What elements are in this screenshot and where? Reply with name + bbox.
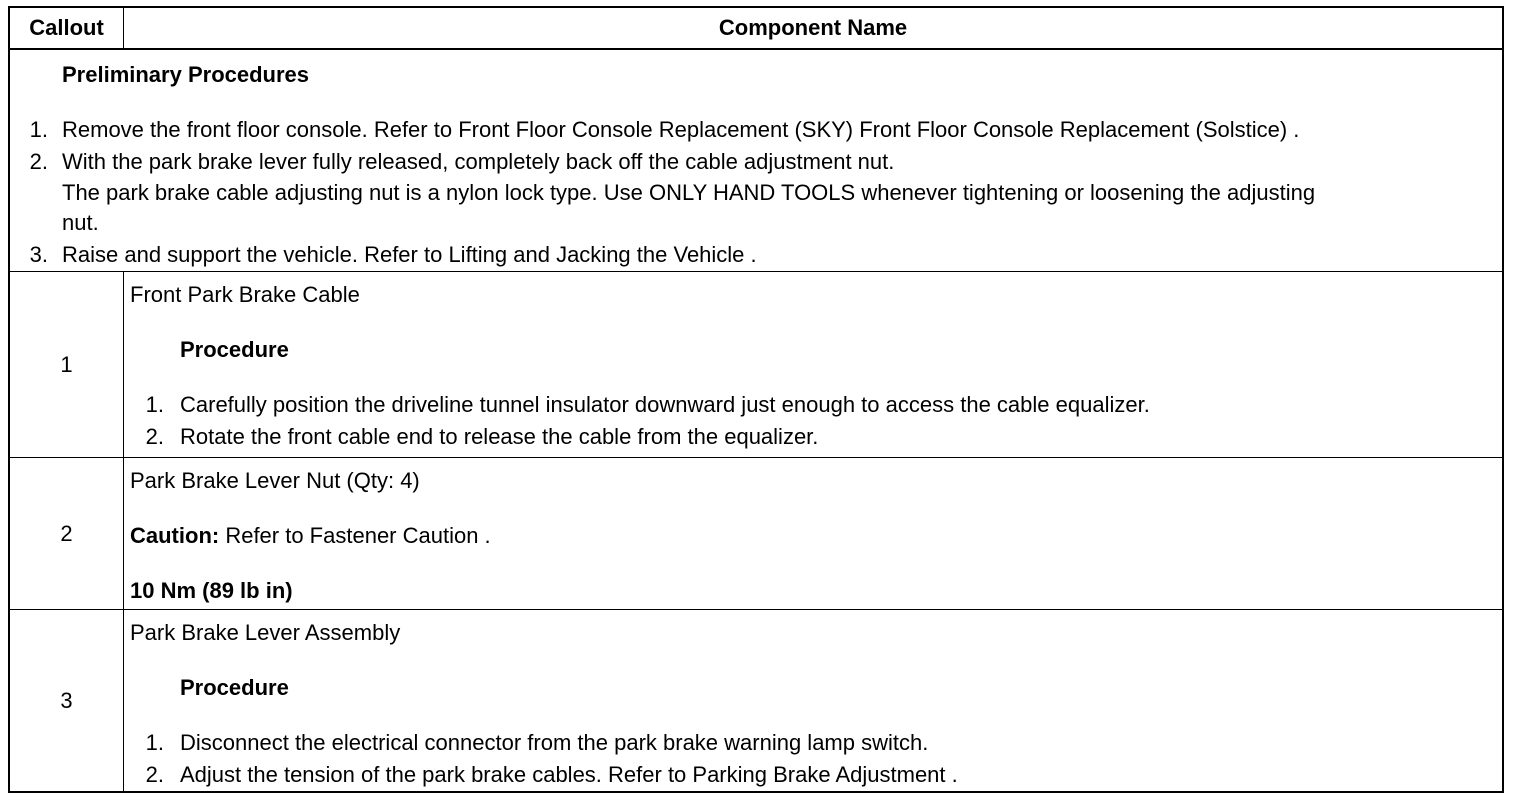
step-number: 2. [145,762,164,787]
step-number: 1. [29,117,48,142]
step-number: 1. [145,730,164,755]
table-header-row [10,8,1502,50]
component-name-column-header: Component Name [718,15,908,40]
step-text: Carefully position the driveline tunnel insulator downward just enough to access the cable equalizer. [180,392,1150,417]
table-row [10,610,1502,791]
component-cell [124,458,1502,609]
step-number: 2. [145,424,164,449]
component-cell [124,272,1502,457]
component-name: Front Park Brake Cable [130,282,360,307]
callout-number: 1 [10,272,124,457]
step-number: 2. [29,149,48,174]
callout-column-header: Callout [10,8,124,48]
caution-line [130,523,491,549]
table-row [10,458,1502,610]
step-text: Raise and support the vehicle. Refer to Lifting and Jacking the Vehicle . [62,242,757,267]
callout-number: 2 [10,458,124,609]
torque-spec: 10 Nm (89 lb in) [130,578,293,603]
procedure-title: Procedure [180,337,289,362]
procedure-title: Procedure [180,675,289,700]
table-row [10,272,1502,458]
step-number: 3. [29,242,48,267]
component-cell [124,610,1502,791]
step-text: Remove the front floor console. Refer to Front Floor Console Replacement (SKY) Front Floor Console Replacement (Solstice) . [62,117,1300,142]
step-text: With the park brake lever fully released, completely back off the cable adjustment nut. [62,149,895,174]
component-name: Park Brake Lever Nut (Qty: 4) [130,468,420,493]
step-text: Adjust the tension of the park brake cables. Refer to Parking Brake Adjustment . [180,762,958,787]
step-text: Disconnect the electrical connector from the park brake warning lamp switch. [180,730,929,755]
callout-number: 3 [10,610,124,791]
caution-text: Refer to Fastener Caution . [219,523,491,548]
step-note-line: The park brake cable adjusting nut is a nylon lock type. Use ONLY HAND TOOLS whenever tightening or loosening the adjusting [62,180,1316,205]
step-text: Rotate the front cable end to release the cable from the equalizer. [180,424,819,449]
step-number: 1. [145,392,164,417]
preliminary-procedures-title: Preliminary Procedures [62,62,310,87]
preliminary-procedures-row [10,50,1502,272]
component-name: Park Brake Lever Assembly [130,620,401,645]
caution-label: Caution: [130,523,220,548]
procedure-table [8,6,1504,793]
step-note-line: nut. [62,210,99,235]
